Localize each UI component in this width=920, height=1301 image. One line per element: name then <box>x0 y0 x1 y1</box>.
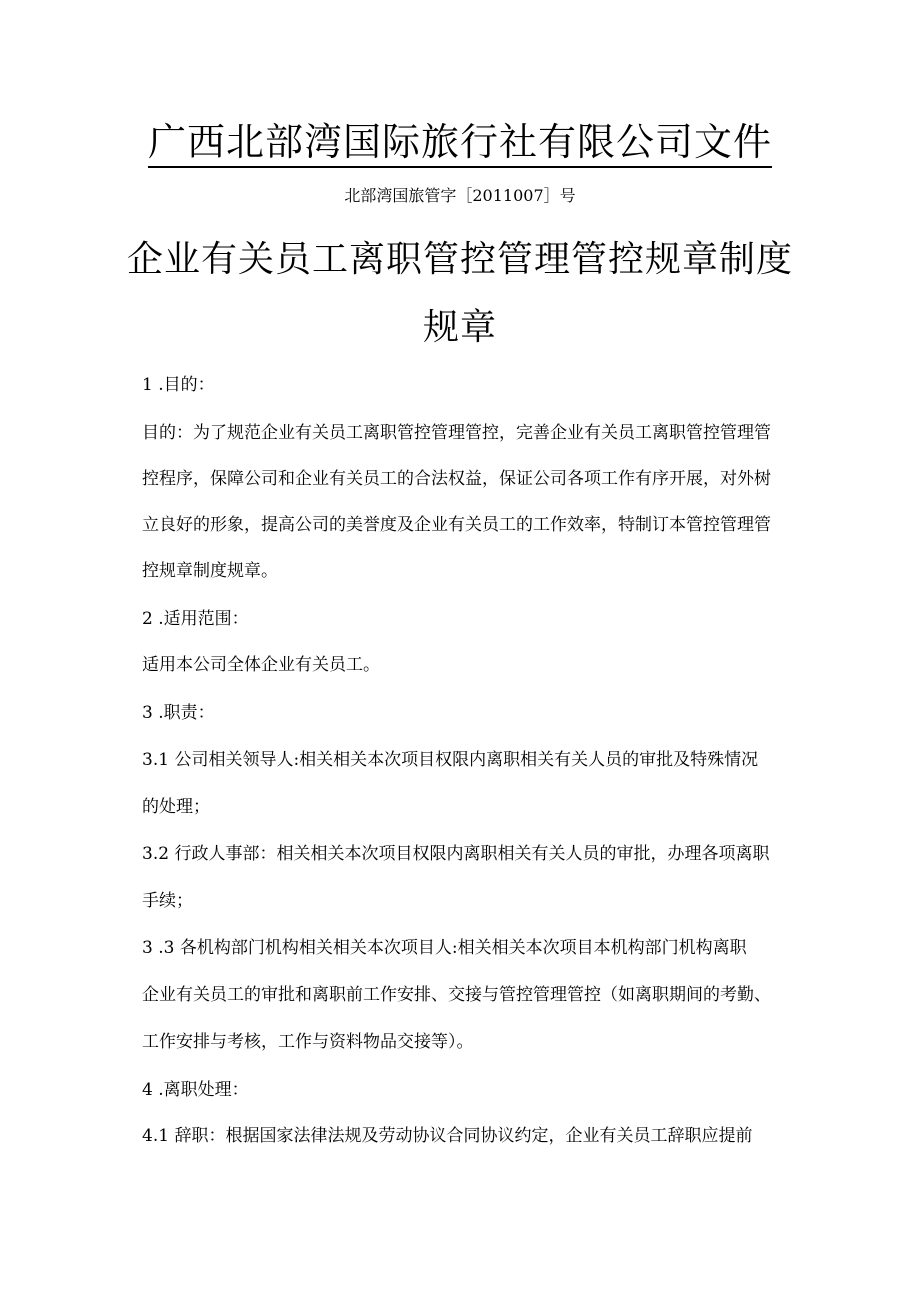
body-line: 目的：为了规范企业有关员工离职管控管理管控，完善企业有关员工离职管控管理管 <box>142 423 771 443</box>
body-line: 适用本公司全体企业有关员工。 <box>142 655 380 675</box>
body-line: 3.1 公司相关领导人:相关相关本次项目权限内离职相关有关人员的审批及特殊情况 <box>142 750 759 770</box>
document-number: 北部湾国旅管字［2011007］号 <box>344 186 576 205</box>
body-line: 立良好的形象，提高公司的美誉度及企业有关员工的工作效率，特制订本管控管理管 <box>142 515 771 535</box>
body-line: 3 .职责： <box>142 703 215 723</box>
body-line: 手续； <box>142 891 193 911</box>
main-title-line-1: 企业有关员工离职管控管理管控规章制度 <box>126 239 793 280</box>
body-line: 控程序，保障公司和企业有关员工的合法权益，保证公司各项工作有序开展，对外树 <box>142 469 771 489</box>
body-line: 1 .目的： <box>142 375 215 395</box>
main-title-line-2: 规章 <box>422 307 497 348</box>
body-line: 3 .3 各机构部门机构相关相关本次项目人:相关相关本次项目本机构部门机构离职 <box>142 938 747 958</box>
body-line: 企业有关员工的审批和离职前工作安排、交接与管控管理管控（如离职期间的考勤、 <box>142 985 771 1005</box>
body-line: 工作安排与考核，工作与资料物品交接等）。 <box>142 1032 474 1052</box>
company-title-text: 广西北部湾国际旅行社有限公司文件 <box>148 120 772 168</box>
body-line: 控规章制度规章。 <box>142 561 278 581</box>
company-header-title <box>0 112 920 172</box>
body-line: 3.2 行政人事部：相关相关本次项目权限内离职相关有关人员的审批，办理各项离职 <box>142 844 770 864</box>
body-line: 4.1 辞职：根据国家法律法规及劳动协议合同协议约定，企业有关员工辞职应提前 <box>142 1126 753 1146</box>
body-line: 2 .适用范围： <box>142 609 249 629</box>
body-line: 的处理； <box>142 797 210 817</box>
body-line: 4 .离职处理： <box>142 1080 249 1100</box>
